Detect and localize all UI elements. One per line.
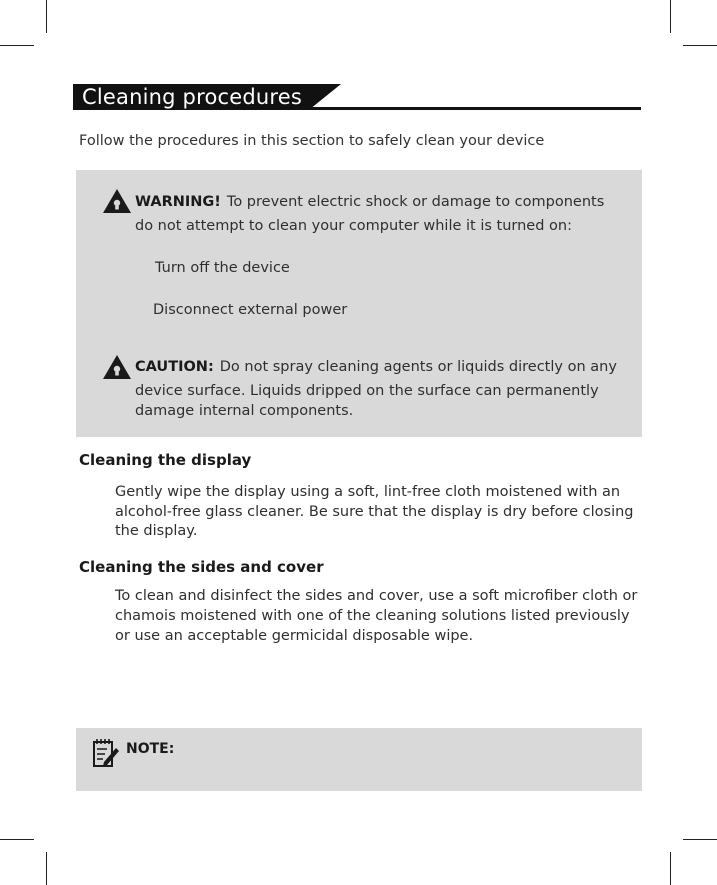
note-label: NOTE: — [126, 741, 175, 757]
crop-mark — [670, 0, 671, 33]
crop-mark — [683, 839, 717, 840]
sides-heading: Cleaning the sides and cover — [79, 558, 324, 576]
caution-line-1 — [135, 357, 617, 377]
crop-mark — [670, 852, 671, 885]
warning-text-1: To prevent electric shock or damage to components — [226, 194, 605, 210]
warning-line-2: do not attempt to clean your computer while it is turned on: — [135, 218, 572, 234]
note-pad-icon — [92, 738, 120, 768]
warning-step-1: Turn off the device — [155, 260, 290, 276]
warning-line-1 — [135, 192, 604, 212]
intro-text: Follow the procedures in this section to safely clean your device — [79, 133, 545, 149]
sides-line-2: chamois moistened with one of the cleaning solutions listed previously — [115, 608, 630, 624]
caution-line-2: device surface. Liquids dripped on the surface can permanently — [135, 383, 599, 399]
display-line-2: alcohol-free glass cleaner. Be sure that the display is dry before closing — [115, 504, 634, 520]
page-title: Cleaning procedures — [82, 85, 303, 109]
crop-mark — [683, 45, 717, 46]
sides-line-1: To clean and disinfect the sides and cover, use a soft microfiber cloth or — [115, 588, 638, 604]
display-line-1: Gently wipe the display using a soft, lint-free cloth moistened with an — [115, 484, 621, 500]
caution-triangle-icon — [102, 354, 132, 380]
section-title-bar — [73, 84, 641, 110]
warning-step-2: Disconnect external power — [153, 302, 348, 318]
display-heading: Cleaning the display — [79, 451, 252, 469]
caution-line-3: damage internal components. — [135, 403, 354, 419]
warning-triangle-icon — [102, 188, 132, 214]
crop-mark — [0, 839, 34, 840]
warning-label: WARNING! — [135, 194, 221, 210]
caution-text-1: Do not spray cleaning agents or liquids directly on any — [219, 359, 617, 375]
note-panel — [76, 728, 642, 791]
display-line-3: the display. — [115, 523, 198, 539]
caution-label: CAUTION: — [135, 359, 214, 375]
crop-mark — [46, 0, 47, 33]
crop-mark — [46, 852, 47, 885]
crop-mark — [0, 45, 34, 46]
sides-line-3: or use an acceptable germicidal disposable wipe. — [115, 628, 474, 644]
